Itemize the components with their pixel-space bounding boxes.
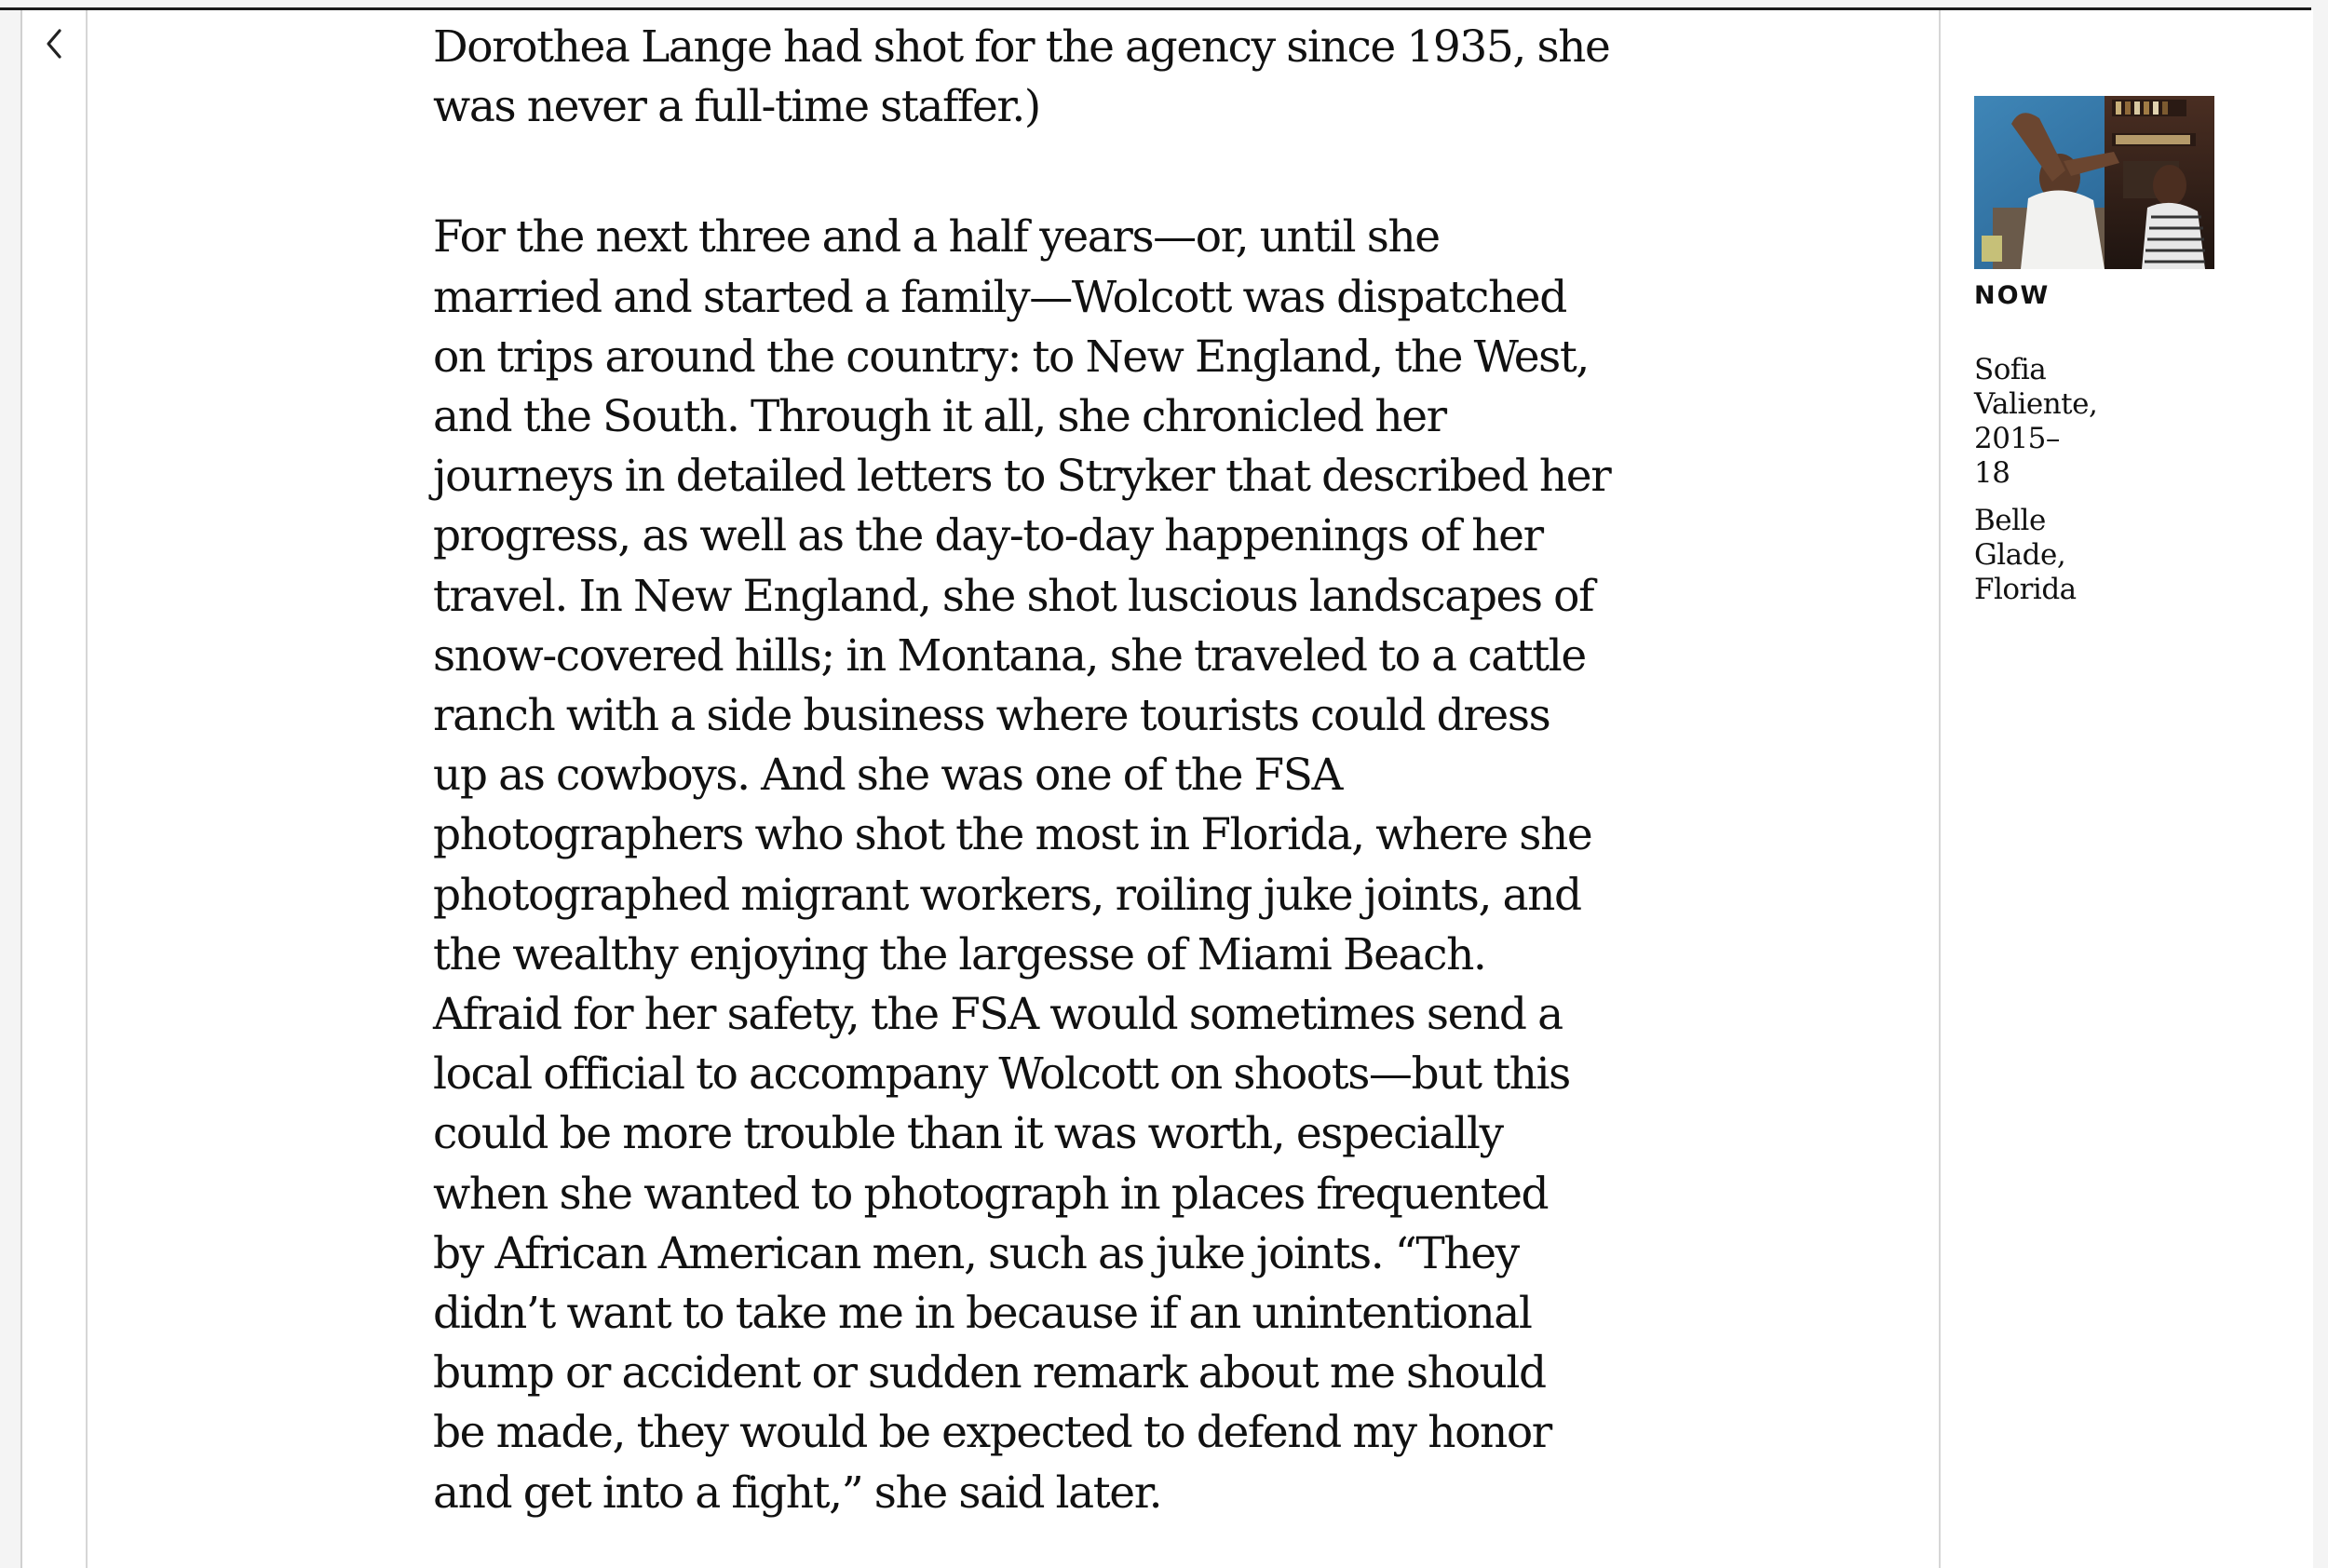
reader-page xyxy=(20,10,2313,1568)
article-paragraph: For the next three and a half years—or, until she married and started a family—Wolcott was dispatched on trips around the country: to New England, the West, and the South. Through it all, she chronicled her journeys in detailed letters to Stryker that described her progress, as well as the day-to-day happenings of her travel. In New England, she shot luscious landscapes of snow-covered hills; in Montana, she traveled to a cattle ranch with a side business where tourists could dress up as cowboys. And she was one of the FSA photographers who shot the most in Florida, where she photographed migrant workers, roiling juke joints, and the wealthy enjoying the largesse of Miami Beach. Afraid for her safety, the FSA would sometimes send a local official to accompany Wolcott on shoots—but this could be more trouble than it was worth, especially when she wanted to photograph in places frequented by African American men, such as juke joints. “They didn’t want to take me in because if an unintentional bump or accident or sudden remark about me should be made, they would be expected to defend my honor and get into a fight,” she said later. xyxy=(433,211,1611,1519)
sidebar xyxy=(1974,96,2254,607)
photo-credit: Sofia Valiente, 2015– 18 xyxy=(1974,353,2098,490)
photo-location: Belle Glade, Florida xyxy=(1974,504,2077,606)
photo-thumbnail[interactable] xyxy=(1974,96,2214,269)
left-gutter xyxy=(22,10,88,1568)
article-body xyxy=(433,18,1644,1523)
sidebar-divider xyxy=(1939,10,1941,1568)
now-label: NOW xyxy=(1974,281,2051,310)
chevron-left-icon xyxy=(44,28,64,60)
article-paragraph: Dorothea Lange had shot for the agency since 1935, she was never a full-time staffer.) xyxy=(433,21,1610,133)
back-button[interactable] xyxy=(35,23,73,64)
